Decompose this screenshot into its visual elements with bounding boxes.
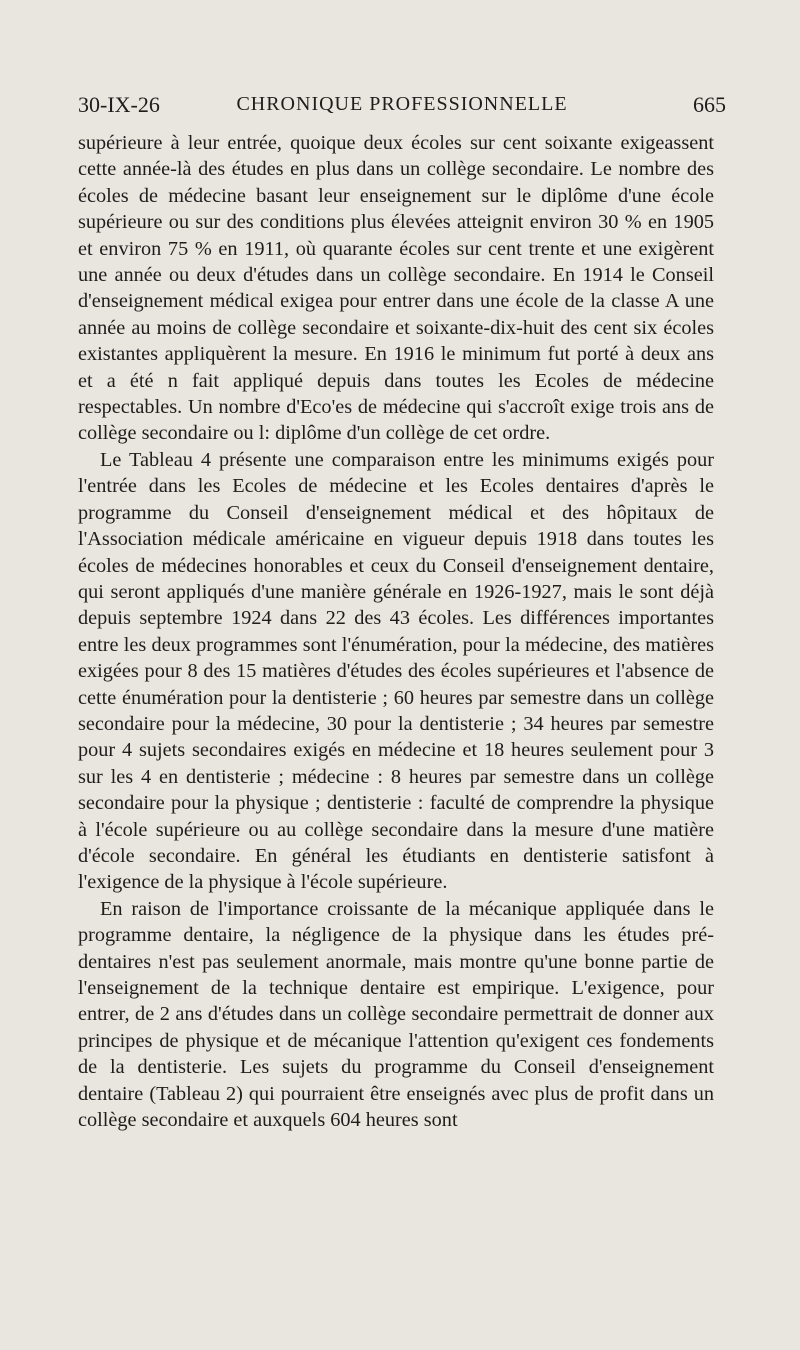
body-text bbox=[78, 130, 714, 1133]
paragraph-1: supérieure à leur entrée, quoique deux écoles sur cent soixante exigeassent cette année-là des études en plus dans un collège secondaire. Le nombre des écoles de médecine basant leur enseignement sur le diplôme d'une école supérieure ou sur des conditions plus élevées atteignit environ 30 % en 1905 et environ 75 % en 1911, où quarante écoles sur cent trente et une exigèrent une année ou deux d'études dans un collège secondaire. En 1914 le Conseil d'enseignement médical exigea pour entrer dans une école de la classe A une année au moins de collège secondaire et soixante-dix-huit des cent six écoles existantes appliquèrent la mesure. En 1916 le minimum fut porté à deux ans et a été n fait appliqué depuis dans toutes les Ecoles de médecine respectables. Un nombre d'Eco'es de médecine qui s'accroît exige trois ans de collège secondaire ou l: diplôme d'un collège de cet ordre. bbox=[78, 132, 714, 445]
paragraph-2: Le Tableau 4 présente une comparaison entre les minimums exigés pour l'entrée dans les Ecoles de médecine et les Ecoles dentaires d'après le programme du Conseil d'enseignement médical et des hôpitaux de l'Association médicale américaine en vigueur depuis 1918 dans toutes les écoles de médecines honorables et ceux du Conseil d'enseignement dentaire, qui seront appliqués d'une manière générale en 1926-1927, mais le sont déjà depuis septembre 1924 dans 22 des 43 écoles. Les différences importantes entre les deux programmes sont l'énumération, pour la médecine, des matières exigées pour 8 des 15 matières d'études des écoles supérieures et l'absence de cette énumération pour la dentisterie ; 60 heures par semestre dans un collège secondaire pour la médecine, 30 pour la dentisterie ; 34 heures par semestre pour 4 sujets secondaires exigés en médecine et 18 heures seulement pour 3 sur les 4 en dentisterie ; médecine : 8 heures par semestre dans un collège secondaire pour la physique ; dentisterie : faculté de comprendre la physique à l'école supérieure ou au collège secondaire dans la mesure d'une matière d'école secondaire. En général les étudiants en dentisterie satisfont à l'exigence de la physique à l'école supérieure. bbox=[78, 448, 714, 894]
header-date: 30-IX-26 bbox=[78, 92, 160, 117]
header-title: CHRONIQUE PROFESSIONNELLE bbox=[236, 93, 568, 115]
running-header bbox=[78, 92, 726, 122]
paragraph-3: En raison de l'importance croissante de la mécanique appliquée dans le programme dentaire, la négligence de la physique dans les études pré-dentaires n'est pas seulement anormale, mais montre qu'une bonne partie de l'enseignement de la technique dentaire est empirique. L'exigence, pour entrer, de 2 ans d'études dans un collège secondaire permettrait de donner aux principes de physique et de mécanique l'attention qu'exigent ces fondements de la dentisterie. Les sujets du programme du Conseil d'enseignement dentaire (Tableau 2) qui pourraient être enseignés avec plus de profit dans un collège secondaire et auxquels 604 heures sont bbox=[78, 897, 714, 1132]
page-number: 665 bbox=[693, 92, 726, 117]
